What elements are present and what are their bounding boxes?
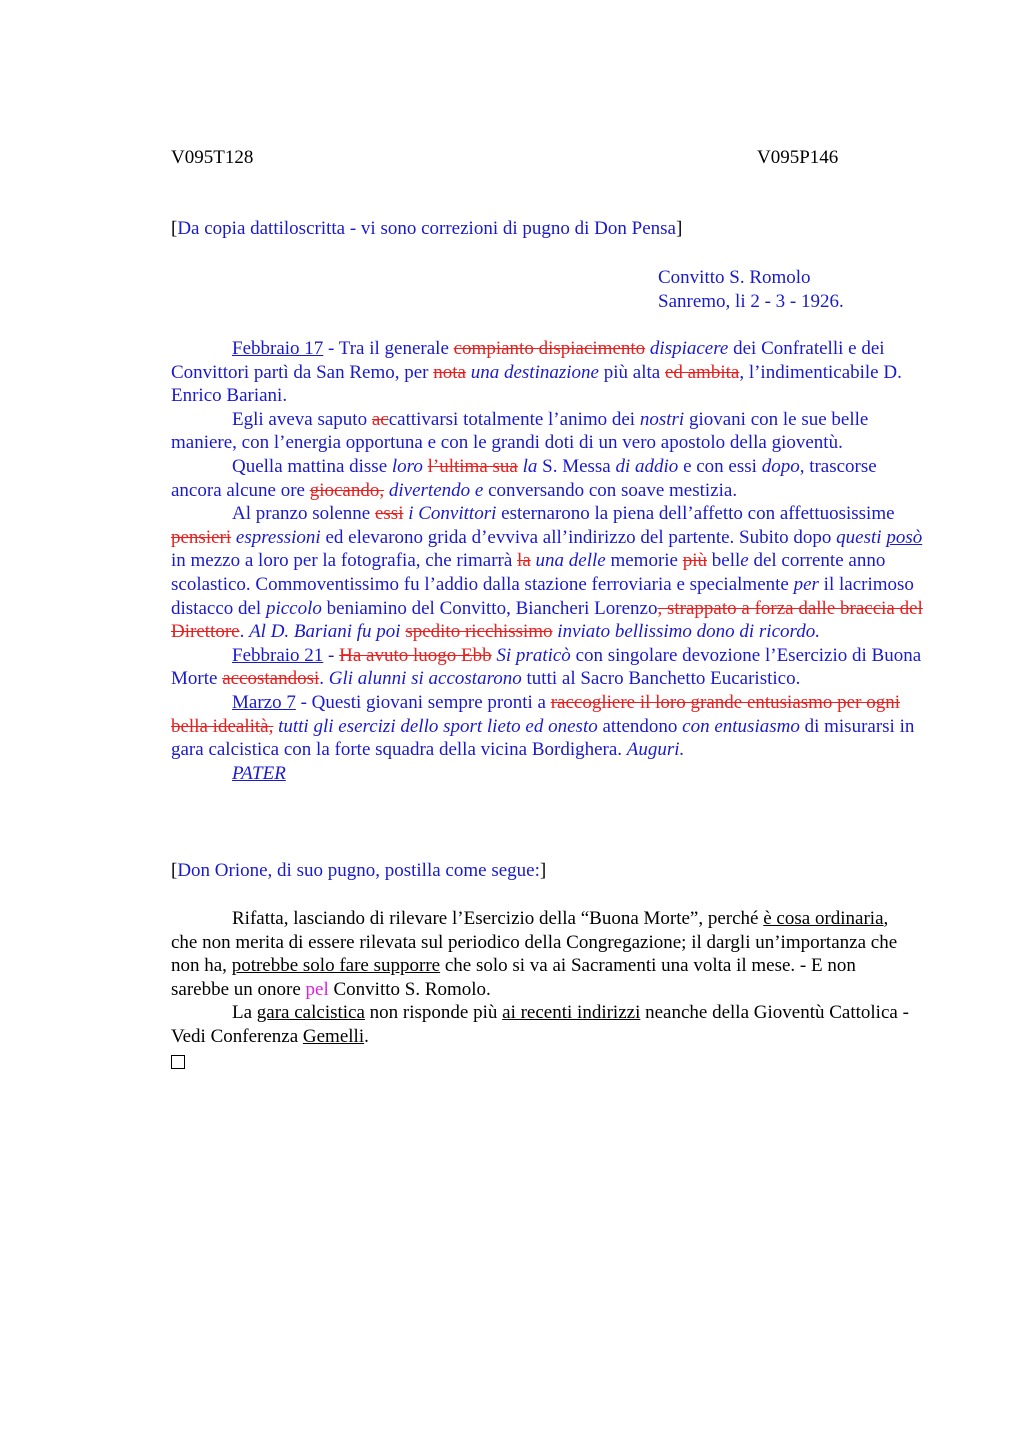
- signature-pater: PATER: [232, 762, 286, 784]
- orione-comment: [171, 907, 916, 1075]
- paragraph-feb17: Febbraio 17 - Tra il generale compianto dispiacimento dispiacere dei Confratelli e dei Convittori partì da San Remo, per nota una destinazione più alta ed ambita, l’indimenticabile D. Enrico Bariani.: [171, 338, 902, 407]
- insertion: dispiacere: [645, 338, 729, 359]
- deletion: compianto dispiacimento: [453, 338, 646, 359]
- checkbox-square-icon: [171, 1053, 916, 1075]
- place-date: [658, 266, 844, 313]
- signature: [171, 762, 931, 786]
- place-line: Convitto S. Romolo: [658, 267, 811, 288]
- date-feb17: Febbraio 17: [232, 338, 324, 359]
- editor-note-typescript: [Da copia dattiloscritta - vi sono correzioni di pugno di Don Pensa]: [171, 218, 683, 239]
- date-feb21: Febbraio 21: [232, 644, 324, 666]
- paragraph-mar7: Marzo 7 - Questi giovani sempre pronti a raccogliere il loro grande entusiasmo per ogni bella idealità, tutti gli esercizi dello sport lieto ed onesto attendono con entusiasmo di misurarsi in gara calcistica con la forte squadra della vicina Bordighera. Auguri.: [171, 691, 915, 761]
- paragraph-pranzo: Al pranzo solenne essi i Convittori esternarono la piena dell’affetto con affettuosissime pensieri espressioni ed elevarono grida d’evviva all’indirizzo del partente. Subito dopo questi posò in mezzo a loro per la fotografia, che rimarrà la una delle memorie più belle del corrente anno scolastico. Commoventissimo fu l’addio dalla stazione ferroviaria e specialmente per il lacrimoso distacco del piccolo beniamino del Convitto, Biancheri Lorenzo, strappato a forza dalle braccia del Direttore. Al D. Bariani fu poi spedito ricchissimo inviato bellissimo dono di ricordo.: [171, 503, 923, 643]
- code-left: V095T128: [171, 147, 254, 168]
- paragraph-feb21: Febbraio 21 - Ha avuto luogo Ebb Si praticò con singolare devozione l’Esercizio di Buona Morte accostandosi. Gli alunni si accostarono tutti al Sacro Banchetto Eucaristico.: [171, 644, 922, 690]
- code-right: V095P146: [757, 147, 839, 168]
- chronicle-body: [171, 337, 931, 785]
- editor-note-orione: [Don Orione, di suo pugno, postilla come segue:]: [171, 860, 547, 881]
- orione-paragraph-2: La gara calcistica non risponde più ai recenti indirizzi neanche della Gioventù Cattolica - Vedi Conferenza Gemelli.: [171, 1002, 909, 1047]
- paragraph-bariani: Egli aveva saputo accattivarsi totalmente l’animo dei nostri giovani con le sue belle maniere, con l’energia opportuna e con le grandi doti di un vero apostolo della gioventù.: [171, 408, 869, 454]
- orione-paragraph-1: Rifatta, lasciando di rilevare l’Esercizio della “Buona Morte”, perché è cosa ordinaria, che non merita di essere rilevata sul periodico della Congregazione; il dargli un’importanza che non ha, potrebbe solo fare supporre che solo si va ai Sacramenti una volta il mese. - E non sarebbe un onore pel Convitto S. Romolo.: [171, 908, 898, 1000]
- date-line: Sanremo, li 2 - 3 - 1926.: [658, 290, 844, 312]
- paragraph-messa: Quella mattina disse loro l’ultima sua la S. Messa di addio e con essi dopo, trascorse ancora alcune ore giocando, divertendo e conversando con soave mestizia.: [171, 455, 877, 501]
- date-mar7: Marzo 7: [232, 691, 296, 713]
